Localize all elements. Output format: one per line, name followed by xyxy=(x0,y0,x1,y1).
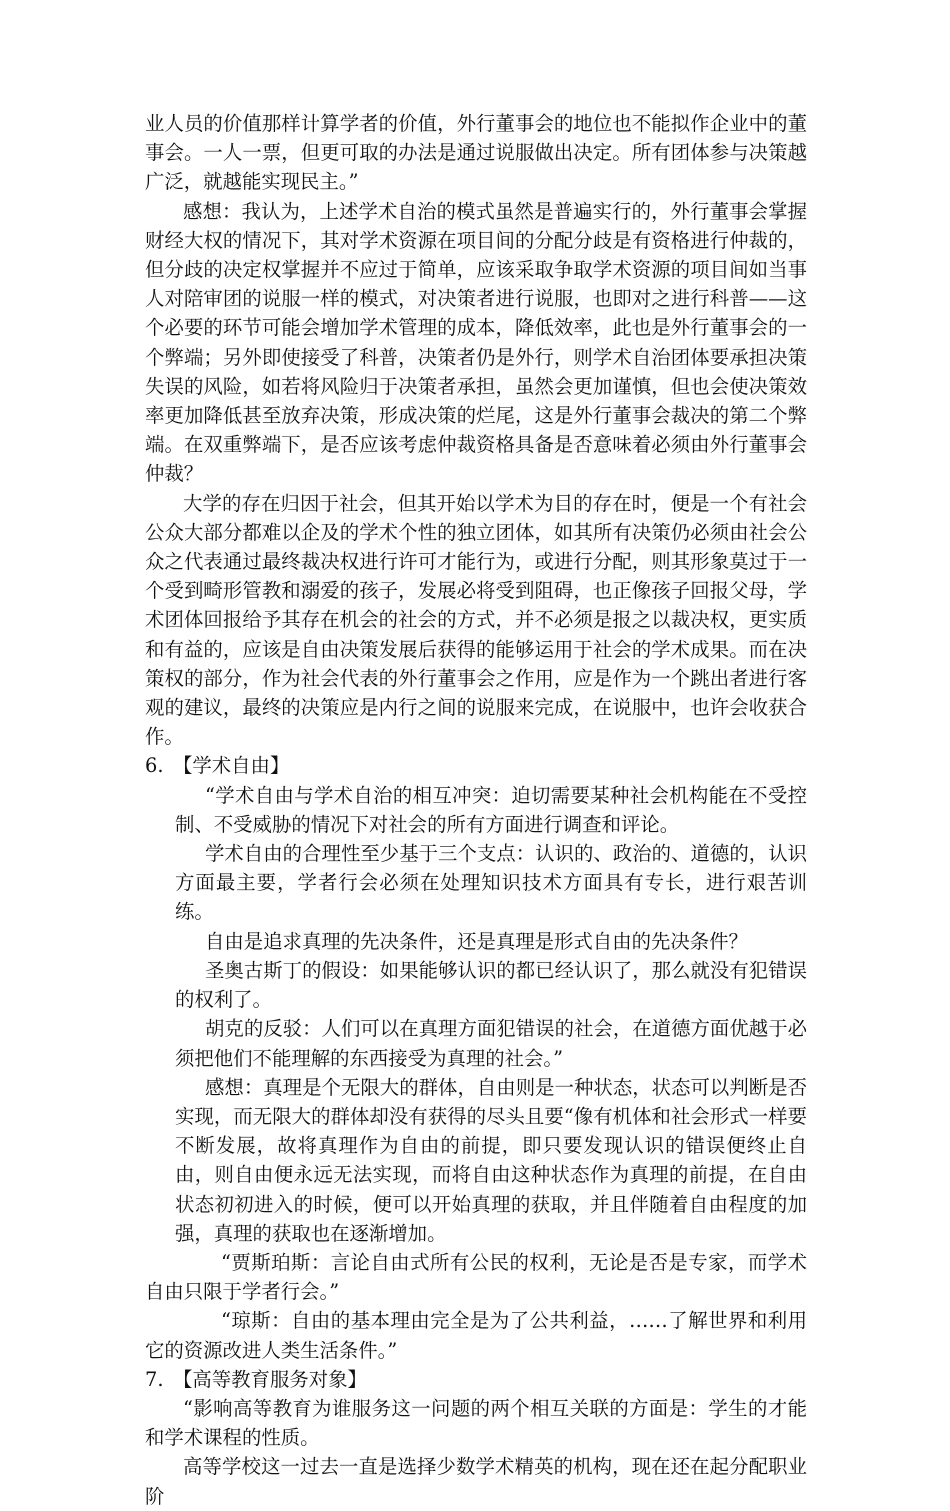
quote-paragraph: “琼斯：自由的基本理由完全是为了公共利益，……了解世界和利用它的资源改进人类生活条件。” xyxy=(145,1309,807,1362)
section-number: 6. xyxy=(145,754,164,778)
section-title: 【高等教育服务对象】 xyxy=(173,1367,367,1391)
paragraph: 学术自由的合理性至少基于三个支点：认识的、政治的、道德的，认识方面最主要，学者行会必须在处理知识技术方面具有专长，进行艰苦训练。 xyxy=(175,842,807,924)
quote-paragraph: “影响高等教育为谁服务这一问题的两个相互关联的方面是：学生的才能和学术课程的性质。 xyxy=(145,1396,807,1450)
section-heading-7 xyxy=(145,1365,807,1394)
paragraph: 胡克的反驳：人们可以在真理方面犯错误的社会，在道德方面优越于必须把他们不能理解的东西接受为真理的社会。” xyxy=(175,1017,807,1070)
section-number: 7. xyxy=(145,1367,164,1391)
paragraph-reflection: 感想：我认为，上述学术自治的模式虽然是普遍实行的，外行董事会掌握财经大权的情况下，其对学术资源在项目间的分配分歧是有资格进行仲裁的，但分歧的决定权掌握并不应过于简单，应该采取争取学术资源的项目间如当事人对陪审团的说服一样的模式，对决策者进行说服，也即对之进行科普——这个必要的环节可能会增加学术管理的成本，降低效率，此也是外行董事会的一个弊端；另外即使接受了科普，决策者仍是外行，则学术自治团体要承担决策失误的风险，如若将风险归于决策者承担，虽然会更加谨慎，但也会使决策效率更加降低甚至放弃决策，形成决策的烂尾，这是外行董事会裁决的第二个弊端。在双重弊端下，是否应该考虑仲裁资格具备是否意味着必须由外行董事会仲裁？ xyxy=(145,199,807,486)
paragraph-continued: 业人员的价值那样计算学者的价值，外行董事会的地位也不能拟作企业中的董事会。一人一票，但更可取的办法是通过说服做出决定。所有团体参与决策越广泛，就越能实现民主。” xyxy=(145,112,807,194)
document-body xyxy=(145,109,807,1511)
paragraph: 自由是追求真理的先决条件，还是真理是形式自由的先决条件？ xyxy=(205,929,748,953)
section-heading-6 xyxy=(145,751,807,780)
quote-paragraph: “贾斯珀斯：言论自由式所有公民的权利，无论是否是专家，而学术自由只限于学者行会。” xyxy=(145,1250,807,1304)
paragraph: 圣奥古斯丁的假设：如果能够认识的都已经认识了，那么就没有犯错误的权利了。 xyxy=(175,958,807,1012)
paragraph-reflection: 感想：真理是个无限大的群体，自由则是一种状态，状态可以判断是否实现，而无限大的群体却没有获得的尽头且要“像有机体和社会形式一样要不断发展，故将真理作为自由的前提，即只要发现认识的错误便终止自由，则自由便永远无法实现，而将自由这种状态作为真理的前提，在自由状态初初进入的时候，便可以开始真理的获取，并且伴随着自由程度的加强，真理的获取也在逐渐增加。 xyxy=(175,1075,807,1245)
paragraph: 高等学校这一过去一直是选择少数学术精英的机构，现在还在起分配职业阶 xyxy=(145,1455,807,1508)
quote-paragraph: “学术自由与学术自治的相互冲突：迫切需要某种社会机构能在不受控制、不受威胁的情况下对社会的所有方面进行调查和评论。 xyxy=(175,783,807,836)
paragraph-university: 大学的存在归因于社会，但其开始以学术为目的存在时，便是一个有社会公众大部分都难以企及的学术个性的独立团体，如其所有决策仍必须由社会公众之代表通过最终裁决权进行许可才能行为，或进行分配，则其形象莫过于一个受到畸形管教和溺爱的孩子，发展必将受到阻碍，也正像孩子回报父母，学术团体回报给予其存在机会的社会的方式，并不必须是报之以裁决权，更实质和有益的，应该是自由决策发展后获得的能够运用于社会的学术成果。而在决策权的部分，作为社会代表的外行董事会之作用，应是作为一个跳出者进行客观的建议，最终的决策应是内行之间的说服来完成，在说服中，也许会收获合作。 xyxy=(145,491,807,749)
section-title: 【学术自由】 xyxy=(173,754,290,778)
